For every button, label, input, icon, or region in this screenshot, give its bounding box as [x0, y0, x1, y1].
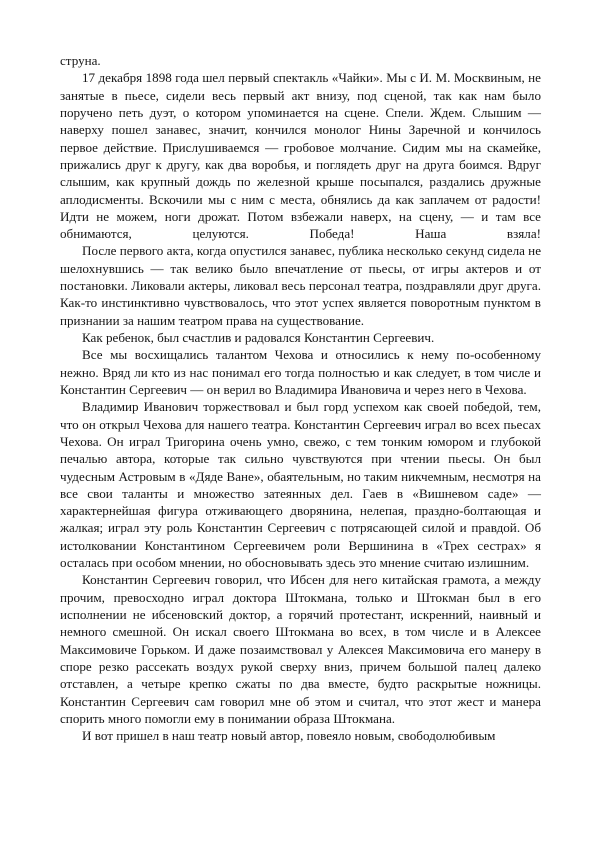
- paragraph-after-first-act: После первого акта, когда опустился занавес, публика несколько секунд сидела не шелохнувшись — так велико было впечатление от пьесы, от игры актеров и от постановки. Ликовали актеры, ликовал весь персонал театра, поздравляли друг друга. Как-то инстинктивно чувствовалось, что этот успех является поворотным пунктом в признании за нашим театром права на существование.: [60, 243, 542, 328]
- paragraph-continuation: струна.: [60, 53, 101, 68]
- paragraph-premiere-1898: 17 декабря 1898 года шел первый спектакль «Чайки». Мы с И. М. Москвиным, не занятые в пьесе, сидели весь первый акт внизу, под сценой, так как нам было поручено петь дуэт, о котором упоминается на сцене. Спели. Ждем. Слышим — наверху пошел занавес, значит, кончился монолог Нины Заречной и кончилось первое действие. Прислушиваемся — гробовое молчание. Сидим мы на скамейке, прижались друг к другу, как два воробья, и поглядеть друг на друга боимся. Вдруг слышим, как крупный дождь по железной крыше посыпался, раздались дружные аплодисменты. Вскочили мы с ним с места, обнялись да как заплачем от радости! Идти не можем, ноги дрожат. Потом взбежали наверх, на сцену, — и там все обнимаются, целуются. Победа! Наша взяла!: [60, 70, 541, 242]
- paragraph-like-a-child: Как ребенок, был счастлив и радовался Константин Сергеевич.: [82, 330, 435, 345]
- paragraph-ibsen-stockmann: Константин Сергеевич говорил, что Ибсен для него китайская грамота, а между прочим, превосходно играл доктора Штокмана, только и Штокман был в его исполнении не ибсеновский доктор, а горячий протестант, искренний, наивный и немного смешной. Он искал своего Штокмана во всех, в том числе и в Алексее Максимовиче Горьком. И даже позаимствовал у Алексея Максимовича его манеру в споре резко рассекать воздух рукой сверху вниз, причем большой палец далеко отставлен, а четыре крепко сжаты по два вместе, будто раскрытые ножницы. Константин Сергеевич сам говорил мне об этом и считал, что этот жест и манера спорить много помогли ему в понимании образа Штокмана.: [60, 572, 541, 726]
- paragraph-chekhov-talent: Все мы восхищались талантом Чехова и относились к нему по-особенному нежно. Вряд ли кто из нас понимал его тогда полностью и как следует, в том числе и Константин Сергеевич — он верил во Владимира Ивановича и через него в Чехова.: [60, 347, 541, 397]
- body-text-column: [60, 52, 541, 745]
- paragraph-new-author: И вот пришел в наш театр новый автор, повеяло новым, свободолюбивым: [82, 728, 496, 744]
- paragraph-vladimir-ivanovich: Владимир Иванович торжествовал и был горд успехом как своей победой, тем, что он открыл Чехова для нашего театра. Константин Сергеевич играл во всех пьесах Чехова. Он играл Тригорина очень умно, свежо, с тем тонким юмором и глубокой печалью автора, которые так сильно чувствуются при чтении пьесы. Он был чудесным Астровым в «Дяде Ване», обаятельным, но таким никчемным, несмотря на все свои таланты и множество затеянных дел. Гаев в «Вишневом саде» — характернейшая фигура отживающего дворянина, нелепая, праздно-болтающая и жалкая; играл эту роль Константин Сергеевич с потрясающей силой и правдой. Об истолковании Константином Сергеевичем роли Вершинина в «Трех сестрах» я осталась при особом мнении, но обосновывать здесь это мнение считаю излишним.: [60, 399, 541, 571]
